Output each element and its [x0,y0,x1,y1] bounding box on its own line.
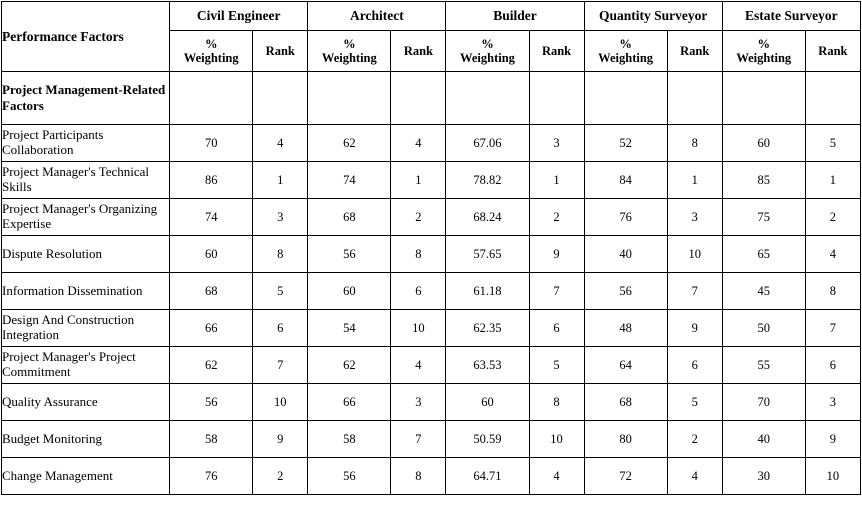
header-weighting-quantity-surveyor [584,31,667,72]
rank-cell: 8 [667,125,722,162]
rank-cell: 2 [805,199,860,236]
weighting-word: Weighting [183,51,239,65]
rank-cell: 8 [529,384,584,421]
rank-cell: 2 [529,199,584,236]
factor-name-cell: Quality Assurance [2,384,170,421]
rank-cell: 9 [805,421,860,458]
weighting-word: Weighting [598,51,654,65]
weighting-cell: 72 [584,458,667,495]
header-weighting-builder [446,31,529,72]
table-row [2,347,861,384]
table-head [2,2,861,72]
rank-cell: 2 [391,199,446,236]
rank-cell: 10 [667,236,722,273]
table-row [2,162,861,199]
section-title: Project Management-Related Factors [2,72,170,125]
performance-factors-table [1,1,861,495]
factor-name-cell: Dispute Resolution [2,236,170,273]
weighting-cell: 48 [584,310,667,347]
weighting-cell: 86 [170,162,253,199]
weighting-cell: 67.06 [446,125,529,162]
weighting-cell: 45 [722,273,805,310]
rank-cell: 8 [805,273,860,310]
rank-cell: 4 [253,125,308,162]
rank-cell: 6 [529,310,584,347]
weighting-cell: 70 [170,125,253,162]
weighting-cell: 55 [722,347,805,384]
weighting-cell: 56 [170,384,253,421]
weighting-cell: 68 [170,273,253,310]
weighting-cell: 63.53 [446,347,529,384]
rank-cell: 2 [253,458,308,495]
rank-cell: 10 [253,384,308,421]
section-spacer-cell [667,72,722,125]
weighting-cell: 30 [722,458,805,495]
table-row [2,273,861,310]
header-rank-civil-engineer: Rank [253,31,308,72]
rank-cell: 7 [529,273,584,310]
weighting-symbol: % [343,36,356,51]
weighting-cell: 62 [308,347,391,384]
weighting-cell: 64.71 [446,458,529,495]
weighting-word: Weighting [460,51,515,65]
weighting-cell: 62 [308,125,391,162]
weighting-cell: 62.35 [446,310,529,347]
rank-cell: 7 [253,347,308,384]
rank-cell: 5 [529,347,584,384]
rank-cell: 4 [391,347,446,384]
rank-cell: 5 [253,273,308,310]
rank-cell: 5 [667,384,722,421]
rank-cell: 8 [391,458,446,495]
header-weighting-estate-surveyor [722,31,805,72]
rank-cell: 4 [667,458,722,495]
header-group-builder: Builder [446,2,584,31]
rank-cell: 6 [391,273,446,310]
weighting-symbol: % [481,36,494,51]
factor-name-cell: Design And Construction Integration [2,310,170,347]
section-spacer-cell [722,72,805,125]
table-row [2,236,861,273]
weighting-cell: 50 [722,310,805,347]
weighting-cell: 56 [584,273,667,310]
rank-cell: 3 [805,384,860,421]
weighting-cell: 68.24 [446,199,529,236]
rank-cell: 9 [667,310,722,347]
weighting-cell: 60 [308,273,391,310]
table-row [2,199,861,236]
weighting-cell: 74 [308,162,391,199]
factor-name-cell: Project Manager's Organizing Expertise [2,199,170,236]
weighting-cell: 60 [722,125,805,162]
section-spacer-cell [308,72,391,125]
weighting-cell: 75 [722,199,805,236]
weighting-cell: 66 [170,310,253,347]
factor-name-cell: Budget Monitoring [2,421,170,458]
weighting-cell: 56 [308,458,391,495]
weighting-cell: 61.18 [446,273,529,310]
factor-name-cell: Project Manager's Technical Skills [2,162,170,199]
rank-cell: 10 [391,310,446,347]
rank-cell: 7 [391,421,446,458]
rank-cell: 1 [667,162,722,199]
rank-cell: 4 [529,458,584,495]
weighting-cell: 68 [584,384,667,421]
weighting-cell: 80 [584,421,667,458]
rank-cell: 3 [391,384,446,421]
header-group-civil-engineer: Civil Engineer [170,2,308,31]
weighting-cell: 85 [722,162,805,199]
rank-cell: 1 [529,162,584,199]
rank-cell: 6 [805,347,860,384]
header-rank-builder: Rank [529,31,584,72]
rank-cell: 9 [529,236,584,273]
weighting-cell: 68 [308,199,391,236]
header-group-quantity-surveyor: Quantity Surveyor [584,2,722,31]
weighting-cell: 58 [170,421,253,458]
rank-cell: 1 [391,162,446,199]
table-row [2,310,861,347]
weighting-cell: 66 [308,384,391,421]
table-row [2,421,861,458]
weighting-cell: 76 [584,199,667,236]
rank-cell: 9 [253,421,308,458]
table-row [2,125,861,162]
weighting-cell: 74 [170,199,253,236]
section-spacer-cell [805,72,860,125]
weighting-cell: 54 [308,310,391,347]
rank-cell: 10 [529,421,584,458]
rank-cell: 1 [805,162,860,199]
weighting-cell: 40 [584,236,667,273]
weighting-cell: 58 [308,421,391,458]
factor-name-cell: Project Participants Collaboration [2,125,170,162]
rank-cell: 3 [667,199,722,236]
rank-cell: 1 [253,162,308,199]
section-spacer-cell [170,72,253,125]
section-spacer-cell [253,72,308,125]
weighting-cell: 52 [584,125,667,162]
header-weighting-civil-engineer [170,31,253,72]
weighting-word: Weighting [321,51,377,65]
table-row [2,458,861,495]
weighting-cell: 76 [170,458,253,495]
rank-cell: 2 [667,421,722,458]
weighting-symbol: % [619,36,632,51]
rank-cell: 6 [667,347,722,384]
weighting-cell: 60 [170,236,253,273]
weighting-cell: 56 [308,236,391,273]
header-performance-factors: Performance Factors [2,2,170,72]
weighting-cell: 62 [170,347,253,384]
section-spacer-cell [584,72,667,125]
rank-cell: 4 [805,236,860,273]
header-group-architect: Architect [308,2,446,31]
rank-cell: 8 [253,236,308,273]
table-row [2,384,861,421]
weighting-cell: 57.65 [446,236,529,273]
rank-cell: 7 [667,273,722,310]
rank-cell: 7 [805,310,860,347]
table-body [2,72,861,495]
weighting-cell: 60 [446,384,529,421]
weighting-cell: 65 [722,236,805,273]
rank-cell: 3 [529,125,584,162]
header-rank-estate-surveyor: Rank [805,31,860,72]
header-rank-quantity-surveyor: Rank [667,31,722,72]
header-group-estate-surveyor: Estate Surveyor [722,2,860,31]
header-row-groups [2,2,861,31]
weighting-cell: 78.82 [446,162,529,199]
factor-name-cell: Project Manager's Project Commitment [2,347,170,384]
weighting-symbol: % [204,36,218,51]
rank-cell: 10 [805,458,860,495]
section-spacer-cell [446,72,529,125]
section-spacer-cell [391,72,446,125]
weighting-cell: 64 [584,347,667,384]
rank-cell: 3 [253,199,308,236]
section-row [2,72,861,125]
rank-cell: 4 [391,125,446,162]
header-weighting-architect [308,31,391,72]
rank-cell: 5 [805,125,860,162]
document-page [0,1,862,531]
weighting-cell: 70 [722,384,805,421]
weighting-cell: 84 [584,162,667,199]
rank-cell: 6 [253,310,308,347]
rank-cell: 8 [391,236,446,273]
factor-name-cell: Information Dissemination [2,273,170,310]
weighting-word: Weighting [736,51,792,65]
section-spacer-cell [529,72,584,125]
weighting-symbol: % [757,36,770,51]
weighting-cell: 40 [722,421,805,458]
header-rank-architect: Rank [391,31,446,72]
weighting-cell: 50.59 [446,421,529,458]
factor-name-cell: Change Management [2,458,170,495]
